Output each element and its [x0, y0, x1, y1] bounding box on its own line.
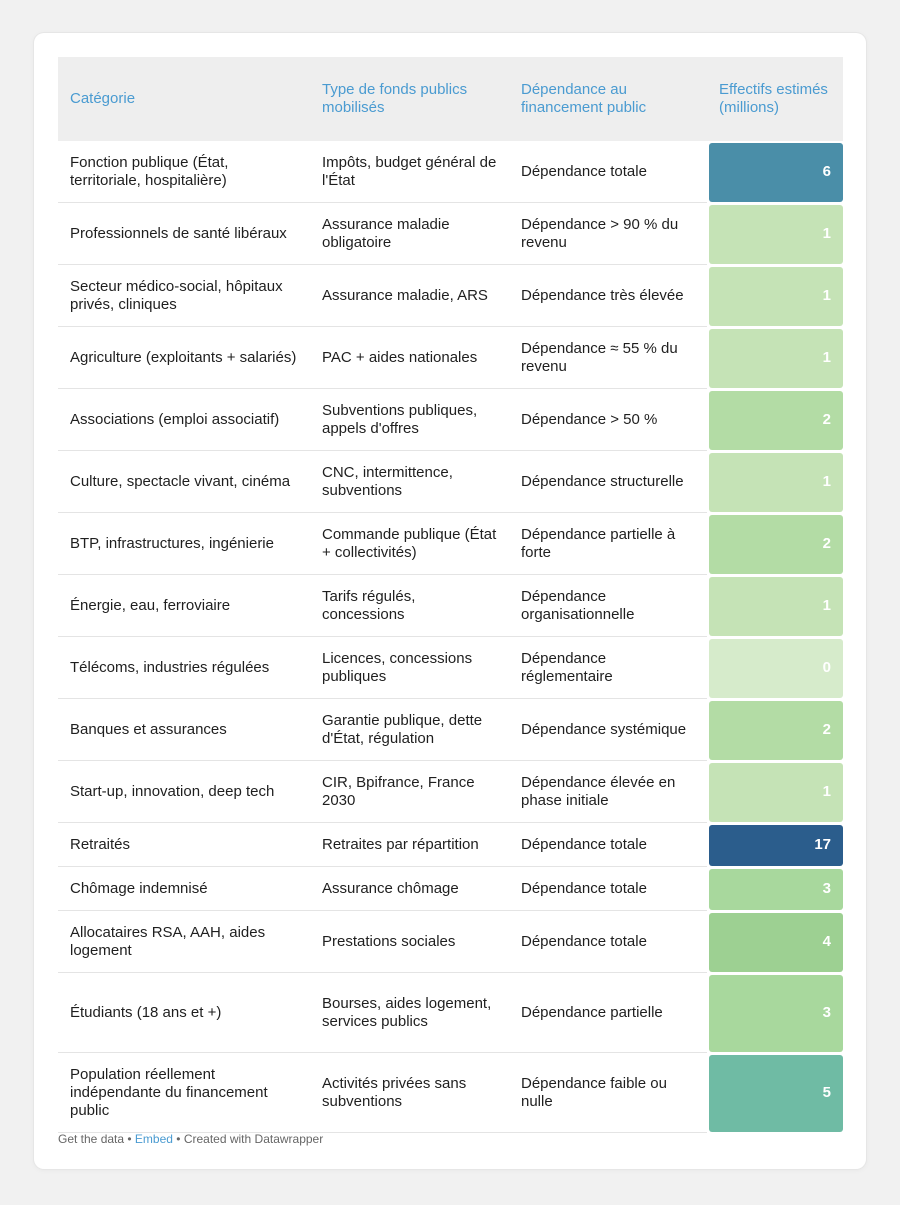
- cell-workforce: [707, 761, 843, 823]
- datawrapper-card: [34, 33, 866, 1169]
- cell-workforce: [707, 867, 843, 911]
- column-header-category[interactable]: Catégorie: [70, 90, 136, 107]
- cell-fund-type: Retraites par répartition: [310, 823, 509, 867]
- cell-category: Allocataires RSA, AAH, aides logement: [58, 911, 310, 973]
- cell-dependence: Dépendance ≈ 55 % du revenu: [509, 327, 707, 389]
- footer-separator: •: [172, 1132, 184, 1146]
- cell-workforce: [707, 265, 843, 327]
- embed-link[interactable]: Embed: [134, 1132, 173, 1146]
- cell-dependence: Dépendance > 50 %: [509, 389, 707, 451]
- table-row: [58, 389, 843, 451]
- heatmap-value-mark: 6: [709, 143, 843, 202]
- table-row: [58, 761, 843, 823]
- cell-category: Agriculture (exploitants + salariés): [58, 327, 310, 389]
- cell-fund-type: CNC, intermittence, subventions: [310, 451, 509, 513]
- cell-dependence: Dépendance réglementaire: [509, 637, 707, 699]
- cell-fund-type: Prestations sociales: [310, 911, 509, 973]
- cell-category: Fonction publique (État, territoriale, hospitalière): [58, 141, 310, 203]
- cell-dependence: Dépendance > 90 % du revenu: [509, 203, 707, 265]
- cell-dependence: Dépendance totale: [509, 141, 707, 203]
- cell-workforce: [707, 327, 843, 389]
- cell-dependence: Dépendance organisationnelle: [509, 575, 707, 637]
- data-table: [58, 57, 843, 1133]
- table-body: [58, 141, 843, 1133]
- cell-category: Professionnels de santé libéraux: [58, 203, 310, 265]
- heatmap-value-mark: 2: [709, 391, 843, 450]
- table-row: [58, 699, 843, 761]
- table-row: [58, 265, 843, 327]
- footer-separator: •: [124, 1132, 135, 1146]
- table-row: [58, 327, 843, 389]
- cell-workforce: [707, 699, 843, 761]
- cell-dependence: Dépendance élevée en phase initiale: [509, 761, 707, 823]
- heatmap-value-mark: 5: [709, 1055, 843, 1132]
- heatmap-value-mark: 1: [709, 205, 843, 264]
- cell-workforce: [707, 823, 843, 867]
- heatmap-value-mark: 17: [709, 825, 843, 866]
- cell-fund-type: Licences, concessions publiques: [310, 637, 509, 699]
- heatmap-value-mark: 2: [709, 515, 843, 574]
- cell-category: Culture, spectacle vivant, cinéma: [58, 451, 310, 513]
- cell-dependence: Dépendance très élevée: [509, 265, 707, 327]
- cell-dependence: Dépendance faible ou nulle: [509, 1053, 707, 1133]
- cell-category: Énergie, eau, ferroviaire: [58, 575, 310, 637]
- cell-workforce: [707, 637, 843, 699]
- heatmap-value-mark: 4: [709, 913, 843, 972]
- cell-fund-type: Commande publique (État + collectivités): [310, 513, 509, 575]
- cell-workforce: [707, 203, 843, 265]
- cell-category: Étudiants (18 ans et +): [58, 973, 310, 1053]
- cell-fund-type: PAC + aides nationales: [310, 327, 509, 389]
- heatmap-value-mark: 1: [709, 453, 843, 512]
- cell-fund-type: Activités privées sans subventions: [310, 1053, 509, 1133]
- heatmap-value-mark: 1: [709, 267, 843, 326]
- cell-category: Population réellement indépendante du financement public: [58, 1053, 310, 1133]
- column-header-dependence[interactable]: Dépendance au financement public: [521, 81, 647, 116]
- heatmap-value-mark: 3: [709, 975, 843, 1052]
- cell-fund-type: Impôts, budget général de l'État: [310, 141, 509, 203]
- heatmap-value-mark: 1: [709, 577, 843, 636]
- cell-workforce: [707, 451, 843, 513]
- table-row: [58, 203, 843, 265]
- created-with-datawrapper: Created with Datawrapper: [183, 1132, 324, 1146]
- heatmap-value-mark: 1: [709, 329, 843, 388]
- table-row: [58, 823, 843, 867]
- cell-category: BTP, infrastructures, ingénierie: [58, 513, 310, 575]
- table-row: [58, 911, 843, 973]
- cell-dependence: Dépendance totale: [509, 823, 707, 867]
- get-data-link[interactable]: Get the data: [58, 1132, 125, 1146]
- table-row: [58, 141, 843, 203]
- cell-workforce: [707, 389, 843, 451]
- footer: [58, 1132, 323, 1146]
- table-row: [58, 451, 843, 513]
- cell-category: Retraités: [58, 823, 310, 867]
- cell-fund-type: Assurance chômage: [310, 867, 509, 911]
- header-row: [58, 57, 843, 141]
- table-row: [58, 637, 843, 699]
- table-row: [58, 1053, 843, 1133]
- cell-dependence: Dépendance partielle à forte: [509, 513, 707, 575]
- cell-workforce: [707, 1053, 843, 1133]
- table-row: [58, 575, 843, 637]
- cell-dependence: Dépendance totale: [509, 911, 707, 973]
- cell-workforce: [707, 141, 843, 203]
- cell-category: Chômage indemnisé: [58, 867, 310, 911]
- cell-fund-type: Subventions publiques, appels d'offres: [310, 389, 509, 451]
- table-row: [58, 867, 843, 911]
- cell-workforce: [707, 911, 843, 973]
- cell-fund-type: CIR, Bpifrance, France 2030: [310, 761, 509, 823]
- cell-workforce: [707, 973, 843, 1053]
- cell-fund-type: Assurance maladie, ARS: [310, 265, 509, 327]
- cell-fund-type: Tarifs régulés, concessions: [310, 575, 509, 637]
- table-row: [58, 973, 843, 1053]
- table-row: [58, 513, 843, 575]
- heatmap-value-mark: 0: [709, 639, 843, 698]
- column-header-workforce[interactable]: Effectifs estimés (millions): [719, 81, 828, 116]
- heatmap-value-mark: 3: [709, 869, 843, 910]
- cell-category: Banques et assurances: [58, 699, 310, 761]
- cell-category: Associations (emploi associatif): [58, 389, 310, 451]
- cell-category: Secteur médico-social, hôpitaux privés, cliniques: [58, 265, 310, 327]
- column-header-fund-type[interactable]: Type de fonds publics mobilisés: [322, 81, 468, 116]
- cell-dependence: Dépendance partielle: [509, 973, 707, 1053]
- heatmap-value-mark: 1: [709, 763, 843, 822]
- cell-workforce: [707, 575, 843, 637]
- cell-fund-type: Garantie publique, dette d'État, régulation: [310, 699, 509, 761]
- cell-fund-type: Bourses, aides logement, services publics: [310, 973, 509, 1053]
- heatmap-value-mark: 2: [709, 701, 843, 760]
- cell-category: Télécoms, industries régulées: [58, 637, 310, 699]
- cell-dependence: Dépendance totale: [509, 867, 707, 911]
- cell-dependence: Dépendance systémique: [509, 699, 707, 761]
- cell-category: Start-up, innovation, deep tech: [58, 761, 310, 823]
- cell-fund-type: Assurance maladie obligatoire: [310, 203, 509, 265]
- table-wrapper: [58, 57, 843, 1133]
- cell-dependence: Dépendance structurelle: [509, 451, 707, 513]
- cell-workforce: [707, 513, 843, 575]
